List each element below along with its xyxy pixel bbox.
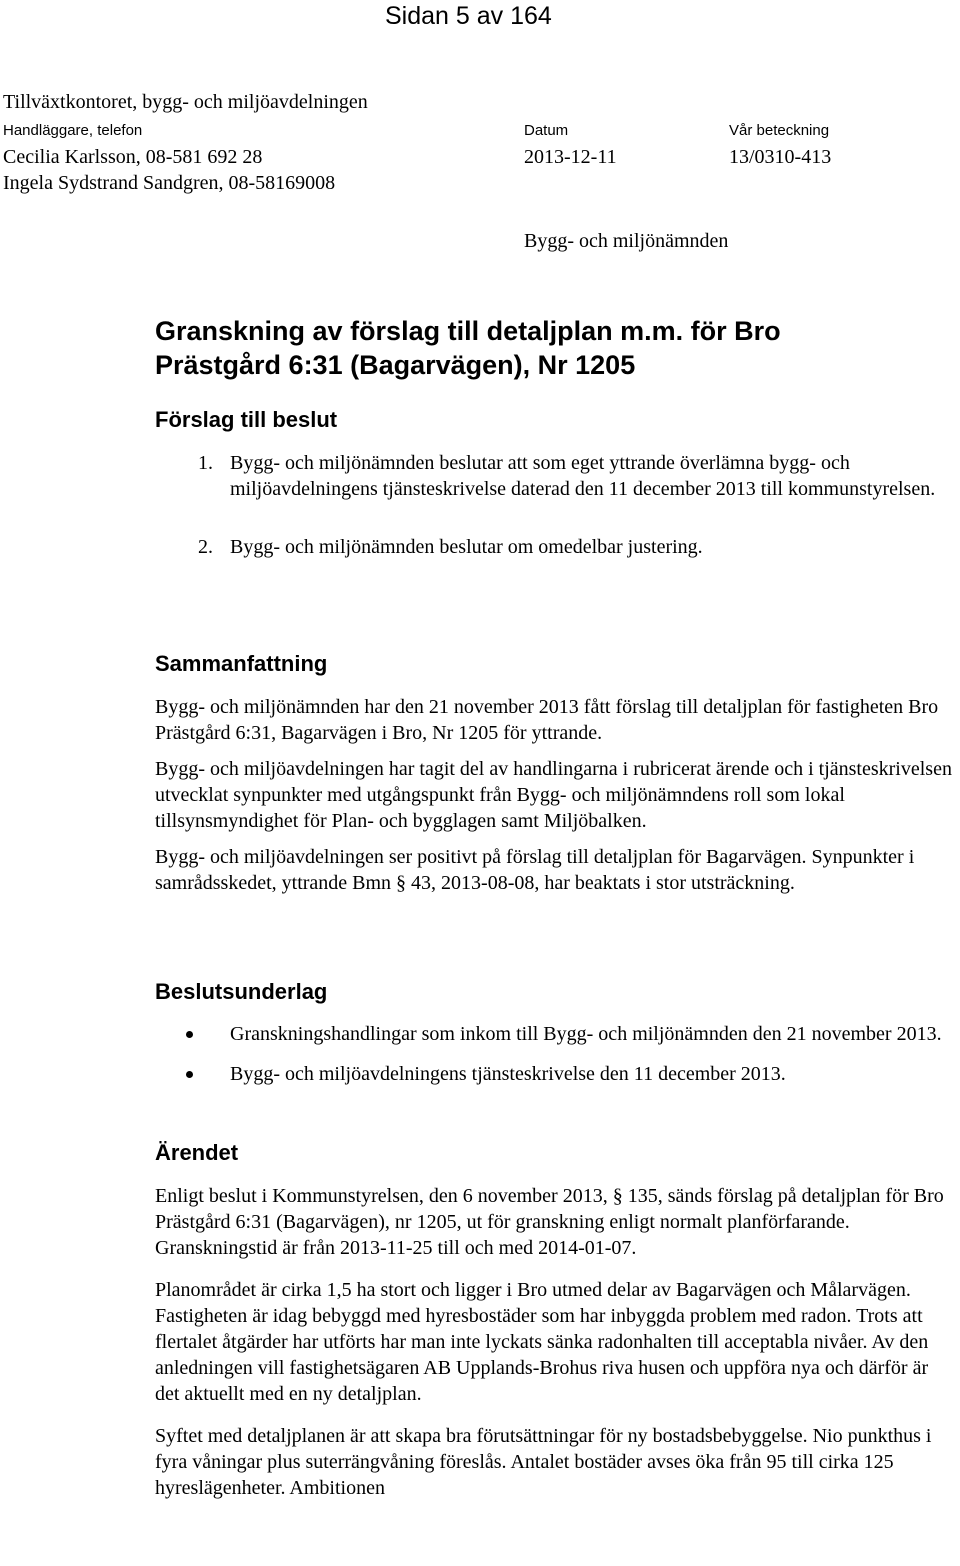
summary-heading: Sammanfattning [155,651,328,676]
proposal-item-text: Bygg- och miljönämnden beslutar att som eget yttrande överlämna bygg- och miljöavdelningens tjänsteskrivelse daterad den 11 december 2013 till kommunstyrelsen. [230,452,936,500]
page-number: Sidan 5 av 164 [385,2,552,30]
proposal-item [155,450,955,502]
matter-paragraph: Planområdet är cirka 1,5 ha stort och ligger i Bro utmed delar av Bagarvägen och Målarvägen. Fastigheten är idag bebyggd med hyresbostäder som har inbyggda problem med radon. Trots att flertalet åtgärder har utförts har man inte lyckats sänka radonhalten till acceptabla nivåer. Av den anledningen vill fastighetsägaren AB Upplands-Brohus riva husen och uppföra nya och därför är det aktuellt med en ny detaljplan. [155,1279,929,1405]
date-label: Datum [524,122,569,139]
date-value: 2013-12-11 [524,146,617,168]
bullet-icon [186,1031,193,1038]
proposal-item [155,534,955,560]
matter-body [155,1183,955,1501]
reference-value: 13/0310-413 [729,146,832,168]
proposal-heading: Förslag till beslut [155,407,338,432]
document-title: Granskning av förslag till detaljplan m.m. för Bro Prästgård 6:31 (Bagarvägen), Nr 1205 [155,316,781,380]
reference-label: Vår beteckning [729,122,830,139]
proposal-list [155,450,955,560]
basis-list [155,1021,960,1087]
summary-paragraph: Bygg- och miljönämnden har den 21 november 2013 fått förslag till detaljplan för fastigheten Bro Prästgård 6:31, Bagarvägen i Bro, Nr 1205 för yttrande. [155,696,939,744]
department-name: Tillväxtkontoret, bygg- och miljöavdelningen [3,91,368,113]
proposal-item-text: Bygg- och miljönämnden beslutar om omedelbar justering. [230,536,703,558]
matter-heading: Ärendet [155,1140,239,1165]
basis-item-text: Bygg- och miljöavdelningens tjänsteskrivelse den 11 december 2013. [230,1063,786,1085]
summary-paragraph: Bygg- och miljöavdelningen har tagit del av handlingarna i rubricerat ärende och i tjänsteskrivelsen utvecklat synpunkter med utgångspunkt från Bygg- och miljönämndens roll som lokal tillsynsmyndighet för Plan- och bygglagen samt Miljöbalken. [155,758,952,832]
matter-paragraph: Enligt beslut i Kommunstyrelsen, den 6 november 2013, § 135, sänds förslag på detaljplan för Bro Prästgård 6:31 (Bagarvägen), nr 1205, ut för granskning enligt normalt planförfarande. Granskningstid är från 2013-11-25 till och med 2014-01-07. [155,1185,944,1259]
proposal-item-number: 1. [198,452,213,474]
proposal-item-number: 2. [198,536,213,558]
basis-item [155,1021,960,1047]
handler-2: Ingela Sydstrand Sandgren, 08-58169008 [3,172,336,194]
bullet-icon [186,1071,193,1078]
basis-item-text: Granskningshandlingar som inkom till Bygg- och miljönämnden den 21 november 2013. [230,1023,942,1045]
handler-1: Cecilia Karlsson, 08-581 692 28 [3,146,263,168]
summary-paragraph: Bygg- och miljöavdelningen ser positivt på förslag till detaljplan för Bagarvägen. Synpunkter i samrådsskedet, yttrande Bmn § 43, 2013-08-08, har beaktats i stor utsträckning. [155,846,915,894]
basis-item [155,1061,960,1087]
matter-paragraph: Syftet med detaljplanen är att skapa bra förutsättningar för ny bostadsbebyggelse. Nio punkthus i fyra våningar plus suterrängvåning föreslås. Antalet bostäder avses öka från 95 till cirka 125 hyreslägenheter. Ambitionen [155,1425,932,1499]
handler-label: Handläggare, telefon [3,122,143,139]
recipient: Bygg- och miljönämnden [524,230,729,252]
basis-heading: Beslutsunderlag [155,979,328,1004]
summary-body [155,694,955,896]
